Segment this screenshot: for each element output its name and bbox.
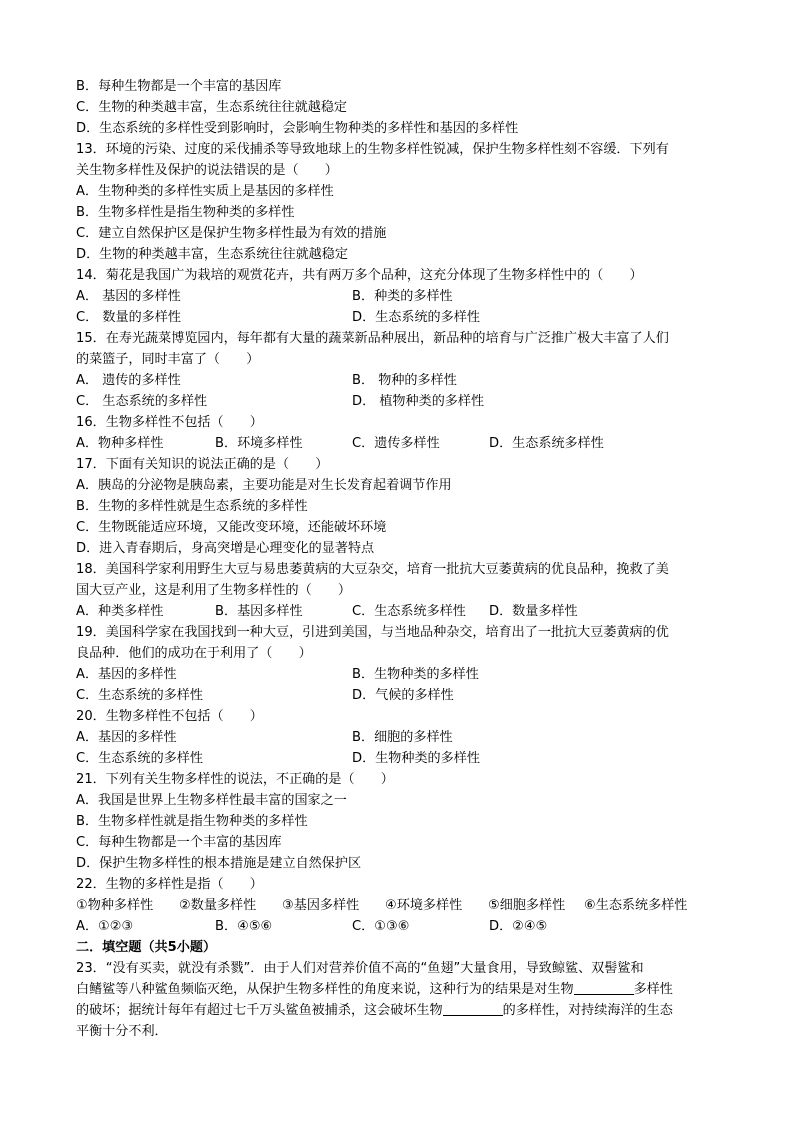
q19-options-ab: [76, 664, 726, 685]
q19-stem-line2: 良品种．他们的成功在于利用了（ ）: [76, 646, 312, 661]
q22-item-list: [76, 895, 726, 916]
q20-options-ab: [76, 727, 726, 748]
q19-option-d: D．气候的多样性: [352, 688, 454, 703]
q20-option-c: C．生态系统的多样性: [76, 751, 203, 766]
q22-option-c: C．①③⑥: [352, 919, 410, 934]
answer-blank-1[interactable]: [574, 980, 634, 995]
q18-option-a: A．种类多样性: [76, 604, 164, 619]
q18-option-b: B．基因多样性: [215, 604, 303, 619]
q14-option-d: D．生态系统的多样性: [352, 310, 480, 325]
q15-options-ab: [76, 370, 726, 391]
q23-line3: 的破坏；据统计每年有超过七千万头鲨鱼被捕杀，这会破坏生物 的多样性，对持续海洋的生态: [76, 1003, 673, 1018]
q16-stem: 16．生物多样性不包括（ ）: [76, 415, 263, 430]
q21-option-a: A．我国是世界上生物多样性最丰富的国家之一: [76, 793, 347, 808]
q18-option-c: C．生态系统多样性: [352, 604, 466, 619]
q22-option-b: B．④⑤⑥: [215, 919, 273, 934]
q15-option-d: D． 植物种类的多样性: [352, 394, 485, 409]
q15-option-a: A． 遗传的多样性: [76, 373, 181, 388]
q19-option-c: C．生态系统的多样性: [76, 688, 203, 703]
q20-option-b: B．细胞的多样性: [352, 730, 453, 745]
q16-option-b: B．环境多样性: [215, 436, 303, 451]
q22-item: ②数量多样性: [179, 898, 257, 913]
q12-option-c: C．生物的种类越丰富，生态系统往往就越稳定: [76, 100, 348, 115]
q20-options-cd: [76, 748, 726, 769]
q18-options: [76, 601, 726, 622]
section-title-fill-in: 二．填空题（共5小题）: [76, 940, 217, 955]
q12-option-b: B．每种生物都是一个丰富的基因库: [76, 79, 282, 94]
q21-option-d: D．保护生物多样性的根本措施是建立自然保护区: [76, 856, 362, 871]
q22-option-d: D．②④⑤: [489, 919, 548, 934]
q13-option-b: B．生物多样性是指生物种类的多样性: [76, 205, 295, 220]
q13-stem-line1: 13．环境的污染、过度的采伐捕杀等导致地球上的生物多样性锐减，保护生物多样性刻不容缓．下列有: [76, 142, 669, 157]
q22-option-a: A．①②③: [76, 919, 134, 934]
q21-option-c: C．每种生物都是一个丰富的基因库: [76, 835, 282, 850]
q17-stem: 17．下面有关知识的说法正确的是（ ）: [76, 457, 329, 472]
q18-stem-line1: 18．美国科学家利用野生大豆与易患萎黄病的大豆杂交，培育一批抗大豆萎黄病的优良品种，挽救了美: [76, 562, 669, 577]
q19-option-b: B．生物种类的多样性: [352, 667, 479, 682]
q17-option-a: A．胰岛的分泌物是胰岛素，主要功能是对生长发育起着调节作用: [76, 478, 452, 493]
q13-option-c: C．建立自然保护区是保护生物多样性最为有效的措施: [76, 226, 387, 241]
q20-option-d: D．生物种类的多样性: [352, 751, 480, 766]
q13-option-d: D．生物的种类越丰富，生态系统往往就越稳定: [76, 247, 348, 262]
q19-options-cd: [76, 685, 726, 706]
q22-stem: 22．生物的多样性是指（ ）: [76, 877, 263, 892]
q14-options-ab: [76, 286, 726, 307]
q22-item: ⑥生态系统多样性: [584, 898, 688, 913]
q14-options-cd: [76, 307, 726, 328]
q22-item: ③基因多样性: [282, 898, 360, 913]
q15-options-cd: [76, 391, 726, 412]
q18-option-d: D．数量多样性: [489, 604, 578, 619]
q13-option-a: A．生物种类的多样性实质上是基因的多样性: [76, 184, 334, 199]
q17-option-d: D．进入青春期后，身高突增是心理变化的显著特点: [76, 541, 375, 556]
q23-line4: 平衡十分不利．: [76, 1024, 168, 1039]
q20-option-a: A．基因的多样性: [76, 730, 177, 745]
q15-option-c: C． 生态系统的多样性: [76, 394, 208, 409]
q21-option-b: B．生物多样性就是指生物种类的多样性: [76, 814, 308, 829]
q14-option-c: C． 数量的多样性: [76, 310, 181, 325]
q16-option-c: C．遗传多样性: [352, 436, 440, 451]
q17-option-b: B．生物的多样性就是生态系统的多样性: [76, 499, 308, 514]
q19-stem-line1: 19．美国科学家在我国找到一种大豆，引进到美国，与当地品种杂交，培育出了一批抗大豆萎黄病的优: [76, 625, 669, 640]
q16-option-d: D．生态系统多样性: [489, 436, 604, 451]
q16-option-a: A．物种多样性: [76, 436, 164, 451]
q22-item: ①物种多样性: [76, 898, 154, 913]
q18-stem-line2: 国大豆产业，这是利用了生物多样性的（ ）: [76, 583, 351, 598]
q15-stem-line1: 15．在寿光蔬菜博览园内，每年都有大量的蔬菜新品种展出，新品种的培育与广泛推广极大丰富了人们: [76, 331, 669, 346]
q15-option-b: B． 物种的多样性: [352, 373, 457, 388]
exam-page: [76, 76, 726, 1042]
q16-options: [76, 433, 726, 454]
q22-item: ⑤细胞多样性: [488, 898, 566, 913]
q20-stem: 20．生物多样性不包括（ ）: [76, 709, 263, 724]
q14-option-b: B．种类的多样性: [352, 289, 453, 304]
q14-option-a: A． 基因的多样性: [76, 289, 181, 304]
q22-options: [76, 916, 726, 937]
q21-stem: 21．下列有关生物多样性的说法，不正确的是（ ）: [76, 772, 394, 787]
q14-stem: 14．菊花是我国广为栽培的观赏花卉，共有两万多个品种，这充分体现了生物多样性中的（ ）: [76, 268, 643, 283]
q22-item: ④环境多样性: [385, 898, 463, 913]
q15-stem-line2: 的菜篮子，同时丰富了（ ）: [76, 352, 260, 367]
q17-option-c: C．生物既能适应环境，又能改变环境，还能破坏环境: [76, 520, 387, 535]
q23-line2: 白鳍鲨等八种鲨鱼频临灭绝，从保护生物多样性的角度来说，这种行为的结果是对生物 多样性: [76, 982, 673, 997]
q19-option-a: A．基因的多样性: [76, 667, 177, 682]
q13-stem-line2: 关生物多样性及保护的说法错误的是（ ）: [76, 163, 338, 178]
answer-blank-2[interactable]: [443, 1001, 503, 1016]
q12-option-d: D．生态系统的多样性受到影响时，会影响生物种类的多样性和基因的多样性: [76, 121, 519, 136]
q23-line1: 23．“没有买卖，就没有杀戮”．由于人们对营养价值不高的“鱼翅”大量食用，导致鲸鲨、双髻鲨和: [76, 961, 644, 976]
